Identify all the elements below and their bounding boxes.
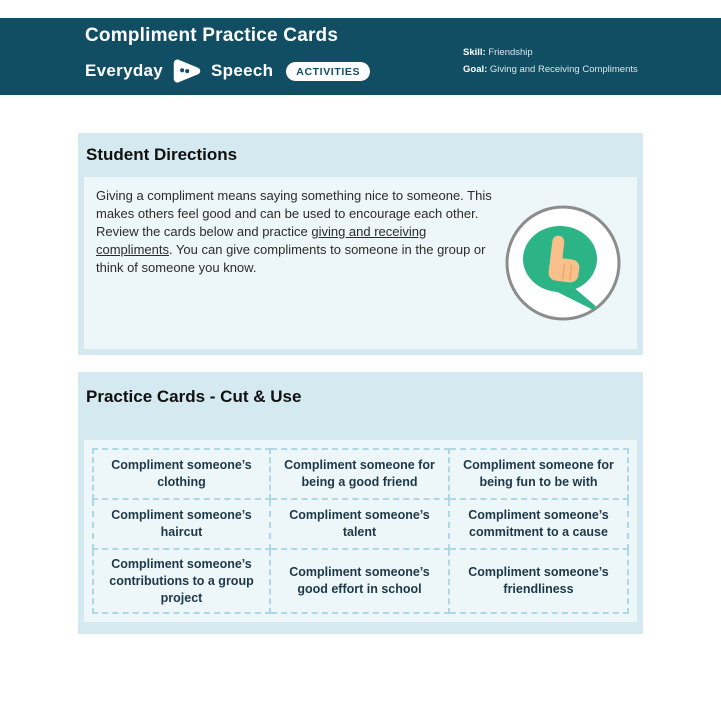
goal-row xyxy=(463,61,638,78)
practice-card: Compliment someone for being fun to be with xyxy=(450,448,629,500)
play-speech-icon xyxy=(172,58,202,84)
practice-cards-heading: Practice Cards - Cut & Use xyxy=(86,387,302,406)
brand-logo xyxy=(85,58,370,84)
page-header xyxy=(0,18,721,95)
header-left-block xyxy=(85,25,370,84)
goal-label: Goal: xyxy=(463,64,488,75)
brand-word-right: Speech xyxy=(211,61,274,80)
page-title: Compliment Practice Cards xyxy=(85,25,339,46)
brand-word-left: Everyday xyxy=(85,61,164,80)
student-directions-panel xyxy=(84,177,637,349)
practice-cards-section xyxy=(78,372,643,634)
directions-text-after: . You can give compliments to someone in the group or think of someone you know. xyxy=(96,242,486,275)
skill-row xyxy=(463,44,638,61)
skill-value: Friendship xyxy=(488,47,533,58)
header-meta xyxy=(463,44,638,78)
activities-badge: ACTIVITIES xyxy=(286,62,370,81)
student-directions-section xyxy=(78,133,643,355)
practice-cards-grid xyxy=(84,440,637,622)
skill-label: Skill: xyxy=(463,47,486,58)
directions-text-before: Giving a compliment means saying something nice to someone. This makes others feel good and can be used to encourage each other. Review the cards below and practice xyxy=(96,188,492,239)
goal-value: Giving and Receiving Compliments xyxy=(489,64,638,75)
practice-card: Compliment someone’s talent xyxy=(271,500,450,550)
practice-card: Compliment someone for being a good friend xyxy=(271,448,450,500)
practice-card: Compliment someone’s contributions to a group project xyxy=(92,550,271,614)
practice-card: Compliment someone’s clothing xyxy=(92,448,271,500)
practice-card: Compliment someone’s commitment to a cause xyxy=(450,500,629,550)
directions-paragraph xyxy=(96,177,498,277)
thumbs-up-speech-bubble-icon xyxy=(503,203,623,323)
directions-text-underlined: giving and receiving compliments xyxy=(96,224,427,257)
practice-card: Compliment someone’s friendliness xyxy=(450,550,629,614)
student-directions-heading: Student Directions xyxy=(86,145,238,164)
practice-card: Compliment someone’s haircut xyxy=(92,500,271,550)
practice-card: Compliment someone’s good effort in school xyxy=(271,550,450,614)
